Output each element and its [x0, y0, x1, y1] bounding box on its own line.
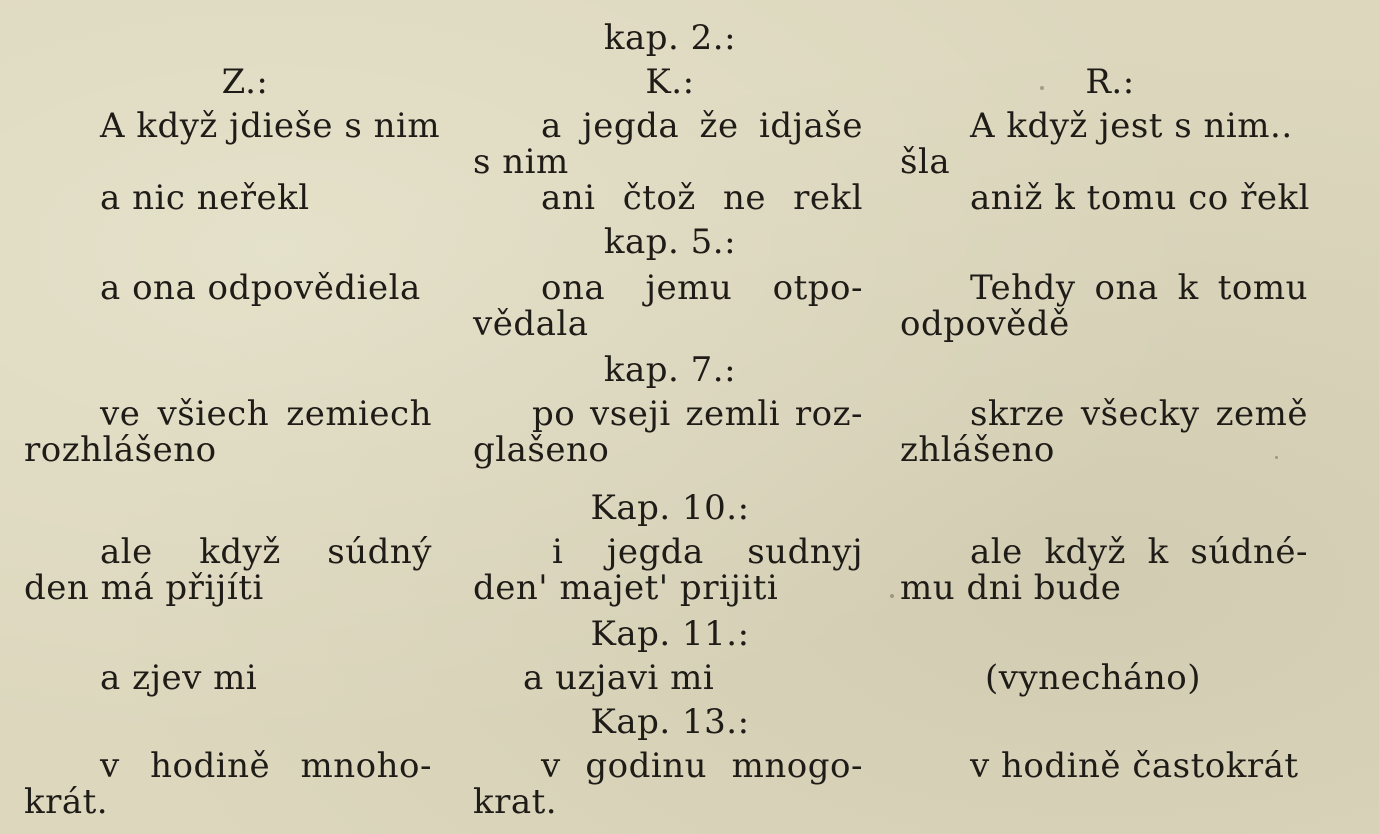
chapter-heading-2: kap. 2.: — [603, 18, 737, 58]
k-text-row7-line2: krat. — [473, 782, 558, 822]
k-text-row3-line2: vědala — [473, 304, 589, 344]
r-text-row5-line2: mu dni bude — [900, 568, 1122, 608]
z-text-row1: A když jdieše s nim — [100, 106, 441, 146]
k-text-row5-line1: i jegda sudnyj — [552, 532, 863, 572]
paper-speck — [890, 594, 894, 598]
r-text-row1-line1: A když jest s nim.. — [970, 106, 1293, 146]
k-text-row1-line2: s nim — [473, 142, 569, 182]
z-text-row4-line1: ve všiech zemiech — [100, 394, 432, 434]
k-text-row5-line2: den' majet' prijiti — [473, 568, 779, 608]
k-text-row2: ani čtož ne rekl — [541, 178, 863, 218]
r-text-row4-line1: skrze všecky země — [970, 394, 1308, 434]
k-text-row4-line1: po vseji zemli roz- — [532, 394, 863, 434]
z-text-row3: a ona odpovědiela — [100, 268, 421, 308]
r-text-row6: (vynecháno) — [985, 658, 1202, 698]
z-text-row6: a zjev mi — [100, 658, 258, 698]
column-heading-k: K.: — [645, 62, 695, 102]
chapter-heading-11: Kap. 11.: — [590, 614, 750, 654]
z-text-row2: a nic neřekl — [100, 178, 310, 218]
chapter-heading-7: kap. 7.: — [603, 350, 737, 390]
r-text-row2: aniž k tomu co řekl — [970, 178, 1310, 218]
z-text-row5-line1: ale když súdný — [100, 532, 432, 572]
k-text-row7-line1: v godinu mnogo- — [541, 746, 863, 786]
z-text-row7-line1: v hodině mnoho- — [100, 746, 432, 786]
k-text-row4-line2: glašeno — [473, 430, 610, 470]
k-text-row3-line1: ona jemu otpo- — [541, 268, 863, 308]
k-text-row6: a uzjavi mi — [523, 658, 715, 698]
z-text-row5-line2: den má přijíti — [24, 568, 264, 608]
column-heading-z: Z.: — [221, 62, 269, 102]
r-text-row5-line1: ale když k súdné- — [970, 532, 1308, 572]
chapter-heading-5: kap. 5.: — [603, 222, 737, 262]
r-text-row3-line1: Tehdy ona k tomu — [970, 268, 1308, 308]
r-text-row3-line2: odpovědě — [900, 304, 1070, 344]
column-heading-r: R.: — [1085, 62, 1135, 102]
k-text-row1-line1: a jegda že idjaše — [541, 106, 863, 146]
r-text-row1-line2: šla — [900, 142, 951, 182]
r-text-row7: v hodině častokrát — [970, 746, 1299, 786]
paper-speck — [1275, 456, 1278, 459]
chapter-heading-10: Kap. 10.: — [590, 488, 750, 528]
chapter-heading-13: Kap. 13.: — [590, 702, 750, 742]
z-text-row4-line2: rozhlášeno — [24, 430, 217, 470]
paper-speck — [1040, 86, 1044, 90]
r-text-row4-line2: zhlášeno — [900, 430, 1055, 470]
z-text-row7-line2: krát. — [24, 782, 109, 822]
